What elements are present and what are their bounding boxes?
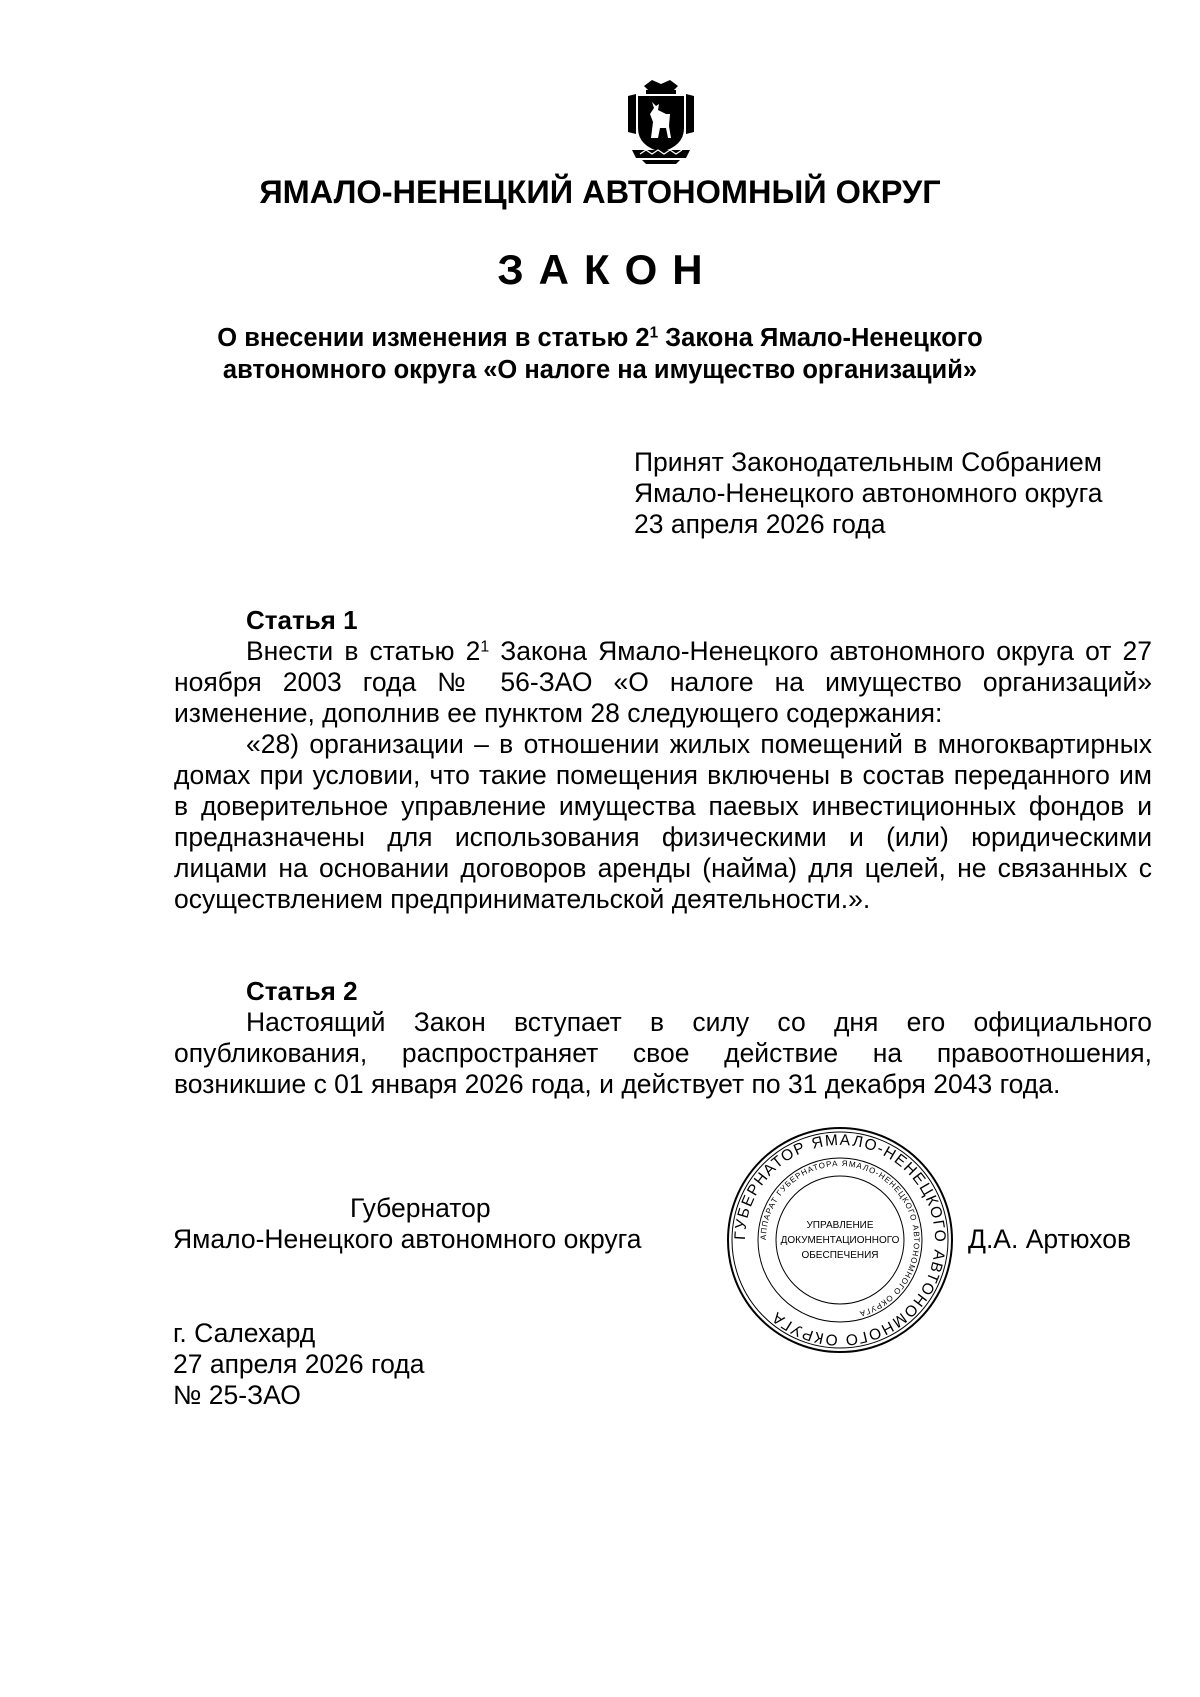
region-title: ЯМАЛО-НЕНЕЦКИЙ АВТОНОМНЫЙ ОКРУГ xyxy=(259,174,941,210)
place-date: 27 апреля 2026 года xyxy=(173,1349,425,1379)
place-date-number xyxy=(173,1318,424,1411)
article1-paragraph1 xyxy=(174,636,1152,729)
article1-p1-sup: 1 xyxy=(480,638,490,656)
article1-p1-b: Закона Ямало-Ненецкого автономного округа от 27 ноября 2003 года № 56-ЗАО «О налоге на имущество организаций» изменение, дополнив ее пунктом 28 следующего содержания: xyxy=(174,636,1152,728)
seal-inner-text: АППАРАТ ГУБЕРНАТОРА ЯМАЛО-НЕНЕЦКОГО АВТОНОМНОГО ОКРУГА xyxy=(758,1158,922,1319)
coat-of-arms-icon xyxy=(622,78,700,164)
article1-p1-a: Внести в статью 2 xyxy=(246,636,481,666)
article2-title: Статья 2 xyxy=(246,976,358,1006)
signatory-title: Губернатор xyxy=(350,1193,491,1223)
adoption-line1: Принят Законодательным Собранием xyxy=(634,447,1103,477)
adoption-line2: Ямало-Ненецкого автономного округа xyxy=(634,478,1103,508)
seal-center-line1: УПРАВЛЕНИЕ xyxy=(806,1220,874,1231)
seal-outer-text: ГУБЕРНАТОР ЯМАЛО-НЕНЕЦКОГО АВТОНОМНОГО ОКРУГА xyxy=(731,1131,949,1349)
subject-line1-sup: 1 xyxy=(649,324,659,342)
subject-line2: автономного округа «О налоге на имущество организаций» xyxy=(222,356,978,384)
signatory-name: Д.А. Артюхов xyxy=(968,1224,1132,1254)
article1-title: Статья 1 xyxy=(246,605,358,635)
signatory-region: Ямало-Ненецкого автономного округа xyxy=(173,1224,642,1254)
article2-paragraph1: Настоящий Закон вступает в силу со дня его официального опубликования, распространяет свое действие на правоотношения, возникшие с 01 января 2026 года, и действует по 31 декабря 2043 года. xyxy=(174,1007,1152,1099)
document-type: ЗАКОН xyxy=(497,246,718,293)
law-number: № 25-ЗАО xyxy=(173,1380,301,1410)
place-city: г. Салехард xyxy=(173,1318,316,1348)
adoption-line3: 23 апреля 2026 года xyxy=(634,509,886,539)
official-seal xyxy=(725,1125,955,1355)
adoption-block xyxy=(634,447,1174,540)
law-subject xyxy=(150,322,1050,386)
subject-line1-a: О внесении изменения в статью 2 xyxy=(217,324,650,352)
article1-paragraph2: «28) организации – в отношении жилых помещений в многоквартирных домах при условии, что такие помещения включены в состав переданного им в доверительное управление имущества паевых инвестиционных фондов и предназначены для использования физическими и (или) юридическими лицами на основании договоров аренды (найма) для целей, не связанных с осуществлением предпринимательской деятельности.». xyxy=(174,729,1152,914)
subject-line1-b: Закона Ямало-Ненецкого xyxy=(658,324,983,352)
seal-center-line3: ОБЕСПЕЧЕНИЯ xyxy=(801,1250,879,1261)
seal-center-line2: ДОКУМЕНТАЦИОННОГО xyxy=(780,1235,900,1246)
